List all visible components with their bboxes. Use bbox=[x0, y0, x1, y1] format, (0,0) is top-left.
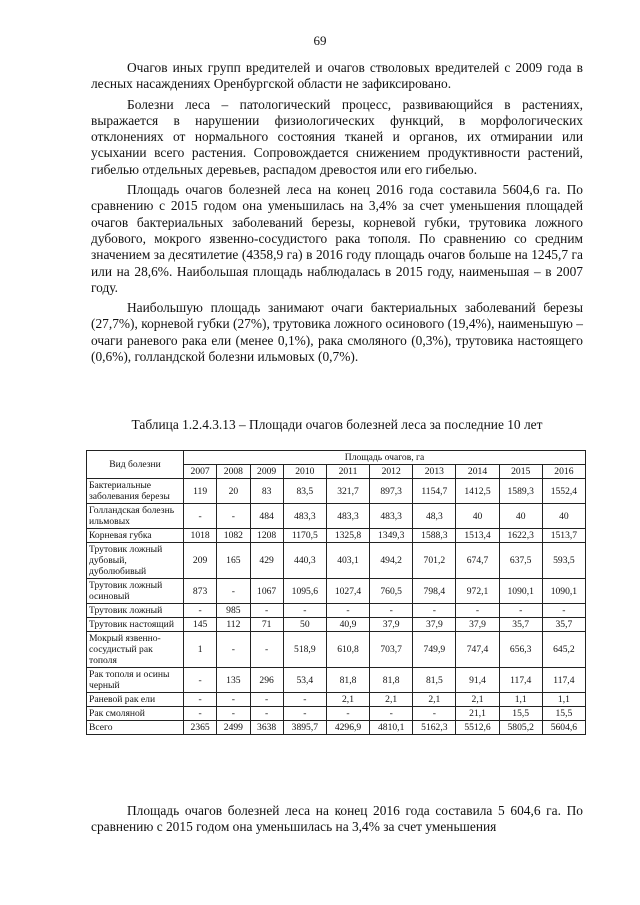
value-cell: 83 bbox=[250, 479, 283, 504]
value-cell: 760,5 bbox=[370, 579, 413, 604]
table-row bbox=[87, 579, 586, 604]
value-cell: - bbox=[413, 707, 456, 721]
value-cell: 91,4 bbox=[456, 668, 499, 693]
value-cell: 5512,6 bbox=[456, 721, 499, 735]
value-cell: 637,5 bbox=[499, 543, 542, 579]
year-header: 2016 bbox=[542, 465, 585, 479]
value-cell: 296 bbox=[250, 668, 283, 693]
disease-name-cell: Рак тополя и осины черный bbox=[87, 668, 184, 693]
value-cell: 749,9 bbox=[413, 632, 456, 668]
value-cell: - bbox=[184, 707, 217, 721]
year-header: 2007 bbox=[184, 465, 217, 479]
value-cell: - bbox=[283, 707, 326, 721]
value-cell: 321,7 bbox=[326, 479, 369, 504]
disease-name-cell: Трутовик ложный bbox=[87, 604, 184, 618]
value-cell: - bbox=[217, 632, 250, 668]
value-cell: 37,9 bbox=[370, 618, 413, 632]
table-row bbox=[87, 543, 586, 579]
year-header: 2014 bbox=[456, 465, 499, 479]
value-cell: - bbox=[250, 604, 283, 618]
paragraph: Очагов иных групп вредителей и очагов стволовых вредителей с 2009 года в лесных насаждениях Оренбургской области не зафиксировано. bbox=[91, 60, 583, 92]
value-cell: 4810,1 bbox=[370, 721, 413, 735]
value-cell: 1589,3 bbox=[499, 479, 542, 504]
table-row bbox=[87, 632, 586, 668]
value-cell: 1027,4 bbox=[326, 579, 369, 604]
value-cell: - bbox=[326, 707, 369, 721]
value-cell: 1325,8 bbox=[326, 529, 369, 543]
value-cell: - bbox=[184, 693, 217, 707]
table-caption: Таблица 1.2.4.3.13 – Площади очагов болезней леса за последние 10 лет bbox=[131, 417, 543, 432]
value-cell: - bbox=[250, 632, 283, 668]
value-cell: 3895,7 bbox=[283, 721, 326, 735]
value-cell: 119 bbox=[184, 479, 217, 504]
value-cell: 81,8 bbox=[326, 668, 369, 693]
value-cell: 1588,3 bbox=[413, 529, 456, 543]
value-cell: - bbox=[283, 604, 326, 618]
disease-name-cell: Рак смоляной bbox=[87, 707, 184, 721]
value-cell: 37,9 bbox=[456, 618, 499, 632]
value-cell: - bbox=[250, 707, 283, 721]
value-cell: - bbox=[499, 604, 542, 618]
value-cell: 403,1 bbox=[326, 543, 369, 579]
value-cell: 2365 bbox=[184, 721, 217, 735]
value-cell: 35,7 bbox=[542, 618, 585, 632]
value-cell: 1349,3 bbox=[370, 529, 413, 543]
value-cell: 703,7 bbox=[370, 632, 413, 668]
table-row bbox=[87, 479, 586, 504]
value-cell: 2,1 bbox=[370, 693, 413, 707]
value-cell: - bbox=[413, 604, 456, 618]
value-cell: 5604,6 bbox=[542, 721, 585, 735]
value-cell: 1067 bbox=[250, 579, 283, 604]
value-cell: 209 bbox=[184, 543, 217, 579]
table-header-row bbox=[87, 451, 586, 465]
value-cell: 1,1 bbox=[499, 693, 542, 707]
value-cell: 798,4 bbox=[413, 579, 456, 604]
value-cell: 40,9 bbox=[326, 618, 369, 632]
value-cell: 5162,3 bbox=[413, 721, 456, 735]
value-cell: 117,4 bbox=[542, 668, 585, 693]
table-body bbox=[87, 479, 586, 735]
value-cell: - bbox=[326, 604, 369, 618]
value-cell: 440,3 bbox=[283, 543, 326, 579]
table-row bbox=[87, 668, 586, 693]
value-cell: 494,2 bbox=[370, 543, 413, 579]
value-cell: 112 bbox=[217, 618, 250, 632]
value-cell: 37,9 bbox=[413, 618, 456, 632]
value-cell: 2499 bbox=[217, 721, 250, 735]
value-cell: 1170,5 bbox=[283, 529, 326, 543]
value-cell: - bbox=[370, 707, 413, 721]
disease-name-cell: Голландская болезнь ильмовых bbox=[87, 504, 184, 529]
value-cell: 897,3 bbox=[370, 479, 413, 504]
paragraph: Болезни леса – патологический процесс, развивающийся в растениях, выражается в нарушении физиологических функций, в морфологических отклонениях от нормального состояния тканей и органов, их отмирании или усыхании всего растения. Сопровождается снижением продуктивности растений, гибелью отдельных деревьев, распадом древостоя или его гибелью. bbox=[91, 96, 583, 177]
value-cell: 1154,7 bbox=[413, 479, 456, 504]
value-cell: 5805,2 bbox=[499, 721, 542, 735]
value-cell: 873 bbox=[184, 579, 217, 604]
disease-name-cell: Раневой рак ели bbox=[87, 693, 184, 707]
disease-name-cell: Мокрый язвенно-сосудистый рак тополя bbox=[87, 632, 184, 668]
value-cell: - bbox=[250, 693, 283, 707]
value-cell: 2,1 bbox=[326, 693, 369, 707]
value-cell: - bbox=[283, 693, 326, 707]
disease-name-cell: Трутовик настоящий bbox=[87, 618, 184, 632]
value-cell: 3638 bbox=[250, 721, 283, 735]
value-cell: - bbox=[217, 504, 250, 529]
value-cell: 593,5 bbox=[542, 543, 585, 579]
value-cell: 645,2 bbox=[542, 632, 585, 668]
paragraph: Наибольшую площадь занимают очаги бактериальных заболеваний березы (27,7%), корневой губки (27%), трутовика ложного осинового (19,4%), наименьшую – очаги раневого рака ели (менее 0,1%), рака смоляного (0,3%), трутовика настоящего (0,6%), голландской болезни ильмовых (0,7%). bbox=[91, 300, 583, 365]
value-cell: - bbox=[217, 579, 250, 604]
table-row bbox=[87, 707, 586, 721]
value-cell: 483,3 bbox=[283, 504, 326, 529]
value-cell: 483,3 bbox=[370, 504, 413, 529]
table-row bbox=[87, 529, 586, 543]
value-cell: 40 bbox=[499, 504, 542, 529]
value-cell: 165 bbox=[217, 543, 250, 579]
year-header: 2010 bbox=[283, 465, 326, 479]
value-cell: 135 bbox=[217, 668, 250, 693]
value-cell: 483,3 bbox=[326, 504, 369, 529]
value-cell: 2,1 bbox=[413, 693, 456, 707]
table-row bbox=[87, 693, 586, 707]
value-cell: 1208 bbox=[250, 529, 283, 543]
value-cell: 1090,1 bbox=[499, 579, 542, 604]
value-cell: 747,4 bbox=[456, 632, 499, 668]
table-row bbox=[87, 604, 586, 618]
value-cell: 1622,3 bbox=[499, 529, 542, 543]
value-cell: 21,1 bbox=[456, 707, 499, 721]
value-cell: 15,5 bbox=[499, 707, 542, 721]
value-cell: 50 bbox=[283, 618, 326, 632]
value-cell: 1412,5 bbox=[456, 479, 499, 504]
disease-name-cell: Корневая губка bbox=[87, 529, 184, 543]
year-header: 2011 bbox=[326, 465, 369, 479]
value-cell: 1095,6 bbox=[283, 579, 326, 604]
year-header: 2013 bbox=[413, 465, 456, 479]
page-number: 69 bbox=[313, 33, 327, 48]
value-cell: - bbox=[456, 604, 499, 618]
value-cell: 429 bbox=[250, 543, 283, 579]
value-cell: 972,1 bbox=[456, 579, 499, 604]
disease-name-cell: Всего bbox=[87, 721, 184, 735]
value-cell: 1 bbox=[184, 632, 217, 668]
disease-name-cell: Бактериальные заболевания березы bbox=[87, 479, 184, 504]
value-cell: 1552,4 bbox=[542, 479, 585, 504]
value-cell: 985 bbox=[217, 604, 250, 618]
value-cell: 656,3 bbox=[499, 632, 542, 668]
value-cell: 1513,7 bbox=[542, 529, 585, 543]
value-cell: 53,4 bbox=[283, 668, 326, 693]
value-cell: 20 bbox=[217, 479, 250, 504]
column-header-area: Площадь очагов, га bbox=[184, 451, 586, 465]
value-cell: 48,3 bbox=[413, 504, 456, 529]
value-cell: 35,7 bbox=[499, 618, 542, 632]
value-cell: 674,7 bbox=[456, 543, 499, 579]
value-cell: 701,2 bbox=[413, 543, 456, 579]
value-cell: - bbox=[184, 604, 217, 618]
value-cell: - bbox=[217, 693, 250, 707]
footer-text bbox=[91, 803, 583, 836]
value-cell: - bbox=[217, 707, 250, 721]
value-cell: 518,9 bbox=[283, 632, 326, 668]
value-cell: 484 bbox=[250, 504, 283, 529]
value-cell: 1018 bbox=[184, 529, 217, 543]
value-cell: 81,8 bbox=[370, 668, 413, 693]
value-cell: 2,1 bbox=[456, 693, 499, 707]
table-row bbox=[87, 618, 586, 632]
year-header: 2015 bbox=[499, 465, 542, 479]
year-header: 2009 bbox=[250, 465, 283, 479]
paragraph: Площадь очагов болезней леса на конец 2016 года составила 5604,6 га. По сравнению с 2015 годом она уменьшилась на 3,4% за счет уменьшения площадей очагов бактериальных заболеваний березы, корневой губки, трутовика ложного дубового, мокрого язвенно-сосудистого рака тополя. По сравнению со средним значением за десятилетие (4358,9 га) в 2016 году площадь очагов больше на 1245,7 га или на 28,6%. Наибольшая площадь наблюдалась в 2015 году, наименьшая – в 2007 году. bbox=[91, 182, 583, 295]
value-cell: - bbox=[184, 668, 217, 693]
body-text bbox=[91, 60, 583, 369]
value-cell: - bbox=[184, 504, 217, 529]
disease-name-cell: Трутовик ложный дубовый, дуболюбивый bbox=[87, 543, 184, 579]
value-cell: 1090,1 bbox=[542, 579, 585, 604]
value-cell: 15,5 bbox=[542, 707, 585, 721]
value-cell: - bbox=[370, 604, 413, 618]
value-cell: 71 bbox=[250, 618, 283, 632]
year-header: 2008 bbox=[217, 465, 250, 479]
value-cell: 145 bbox=[184, 618, 217, 632]
year-header: 2012 bbox=[370, 465, 413, 479]
value-cell: 81,5 bbox=[413, 668, 456, 693]
disease-name-cell: Трутовик ложный осиновый bbox=[87, 579, 184, 604]
value-cell: 1,1 bbox=[542, 693, 585, 707]
value-cell: - bbox=[542, 604, 585, 618]
value-cell: 40 bbox=[542, 504, 585, 529]
table-row bbox=[87, 504, 586, 529]
value-cell: 1513,4 bbox=[456, 529, 499, 543]
value-cell: 610,8 bbox=[326, 632, 369, 668]
value-cell: 40 bbox=[456, 504, 499, 529]
paragraph: Площадь очагов болезней леса на конец 2016 года составила 5 604,6 га. По сравнению с 2015 годом она уменьшилась на 3,4% за счет уменьшения bbox=[91, 803, 583, 835]
value-cell: 117,4 bbox=[499, 668, 542, 693]
disease-area-table bbox=[86, 450, 586, 735]
value-cell: 1082 bbox=[217, 529, 250, 543]
table-row bbox=[87, 721, 586, 735]
column-header-disease: Вид болезни bbox=[87, 451, 184, 479]
value-cell: 83,5 bbox=[283, 479, 326, 504]
value-cell: 4296,9 bbox=[326, 721, 369, 735]
